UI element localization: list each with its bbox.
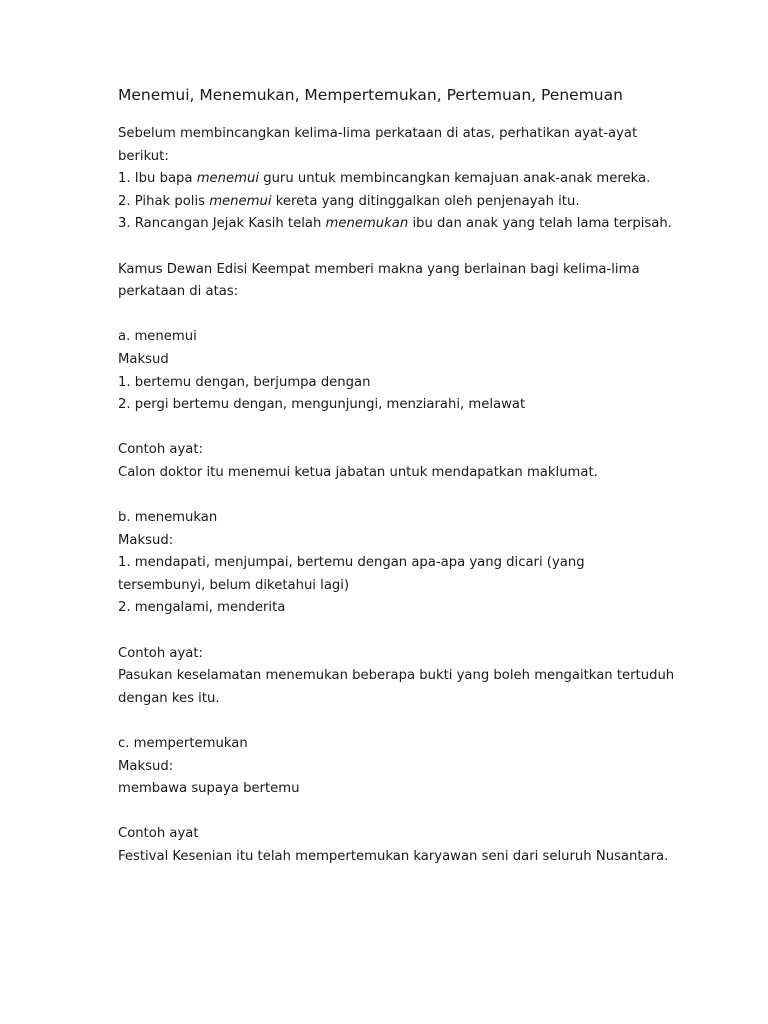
- example-2-post: kereta yang ditinggalkan oleh penjenayah itu.: [271, 193, 580, 209]
- section-a-contoh: Calon doktor itu menemui ketua jabatan untuk mendapatkan maklumat.: [118, 464, 598, 480]
- section-c-meaning-1: membawa supaya bertemu: [118, 781, 300, 797]
- spacer: [118, 236, 678, 259]
- kamus-line-2: perkataan di atas:: [118, 284, 239, 300]
- example-2-pre: 2. Pihak polis: [118, 193, 210, 209]
- intro-line-2: berikut:: [118, 148, 169, 164]
- document-title: Menemui, Menemukan, Mempertemukan, Pertemuan, Penemuan: [118, 86, 623, 104]
- section-b-heading: b. menemukan: [118, 510, 218, 526]
- section-c-heading: c. mempertemukan: [118, 736, 248, 752]
- section-b-meaning-1a: 1. mendapati, menjumpai, bertemu dengan apa-apa yang dicari (yang: [118, 555, 585, 571]
- example-sentence-3: [118, 213, 678, 236]
- document-page: [118, 84, 678, 869]
- intro-line-1: Sebelum membincangkan kelima-lima perkataan di atas, perhatikan ayat-ayat: [118, 126, 638, 141]
- spacer: [118, 304, 678, 327]
- example-3-post: ibu dan anak yang telah lama terpisah.: [408, 216, 672, 232]
- section-a-heading: a. menemui: [118, 329, 197, 345]
- section-b-meaning-1b: tersembunyi, belum diketahui lagi): [118, 577, 350, 593]
- example-2-keyword: menemui: [209, 193, 272, 209]
- section-b-contoh-2: dengan kes itu.: [118, 690, 220, 706]
- section-b-contoh-1: Pasukan keselamatan menemukan beberapa bukti yang boleh mengaitkan tertuduh: [118, 668, 675, 684]
- section-b-meaning-2: 2. mengalami, menderita: [118, 600, 286, 616]
- example-1-post: guru untuk membincangkan kemajuan anak-anak mereka.: [259, 171, 651, 187]
- example-1-keyword: menemui: [196, 171, 259, 187]
- section-b-contoh-label: Contoh ayat:: [118, 645, 204, 661]
- example-sentence-1: [118, 168, 678, 191]
- spacer: [118, 417, 678, 440]
- spacer: [118, 710, 678, 733]
- spacer: [118, 620, 678, 643]
- example-3-keyword: menemukan: [325, 216, 409, 232]
- spacer: [118, 485, 678, 508]
- example-3-pre: 3. Rancangan Jejak Kasih telah: [118, 216, 326, 232]
- section-c-maksud-label: Maksud:: [118, 758, 174, 774]
- kamus-line-1: Kamus Dewan Edisi Keempat memberi makna yang berlainan bagi kelima-lima: [118, 261, 640, 277]
- section-a-contoh-label: Contoh ayat:: [118, 442, 204, 458]
- section-a-maksud-label: Maksud: [118, 351, 169, 367]
- example-sentence-2: [118, 191, 678, 214]
- section-c-contoh-label: Contoh ayat: [118, 826, 199, 842]
- example-1-pre: 1. Ibu bapa: [118, 171, 197, 187]
- section-b-maksud-label: Maksud:: [118, 532, 174, 548]
- spacer: [118, 801, 678, 824]
- section-a-meaning-2: 2. pergi bertemu dengan, mengunjungi, menziarahi, melawat: [118, 397, 526, 413]
- section-c-contoh: Festival Kesenian itu telah mempertemukan karyawan seni dari seluruh Nusantara.: [118, 849, 669, 864]
- section-a-meaning-1: 1. bertemu dengan, berjumpa dengan: [118, 374, 371, 390]
